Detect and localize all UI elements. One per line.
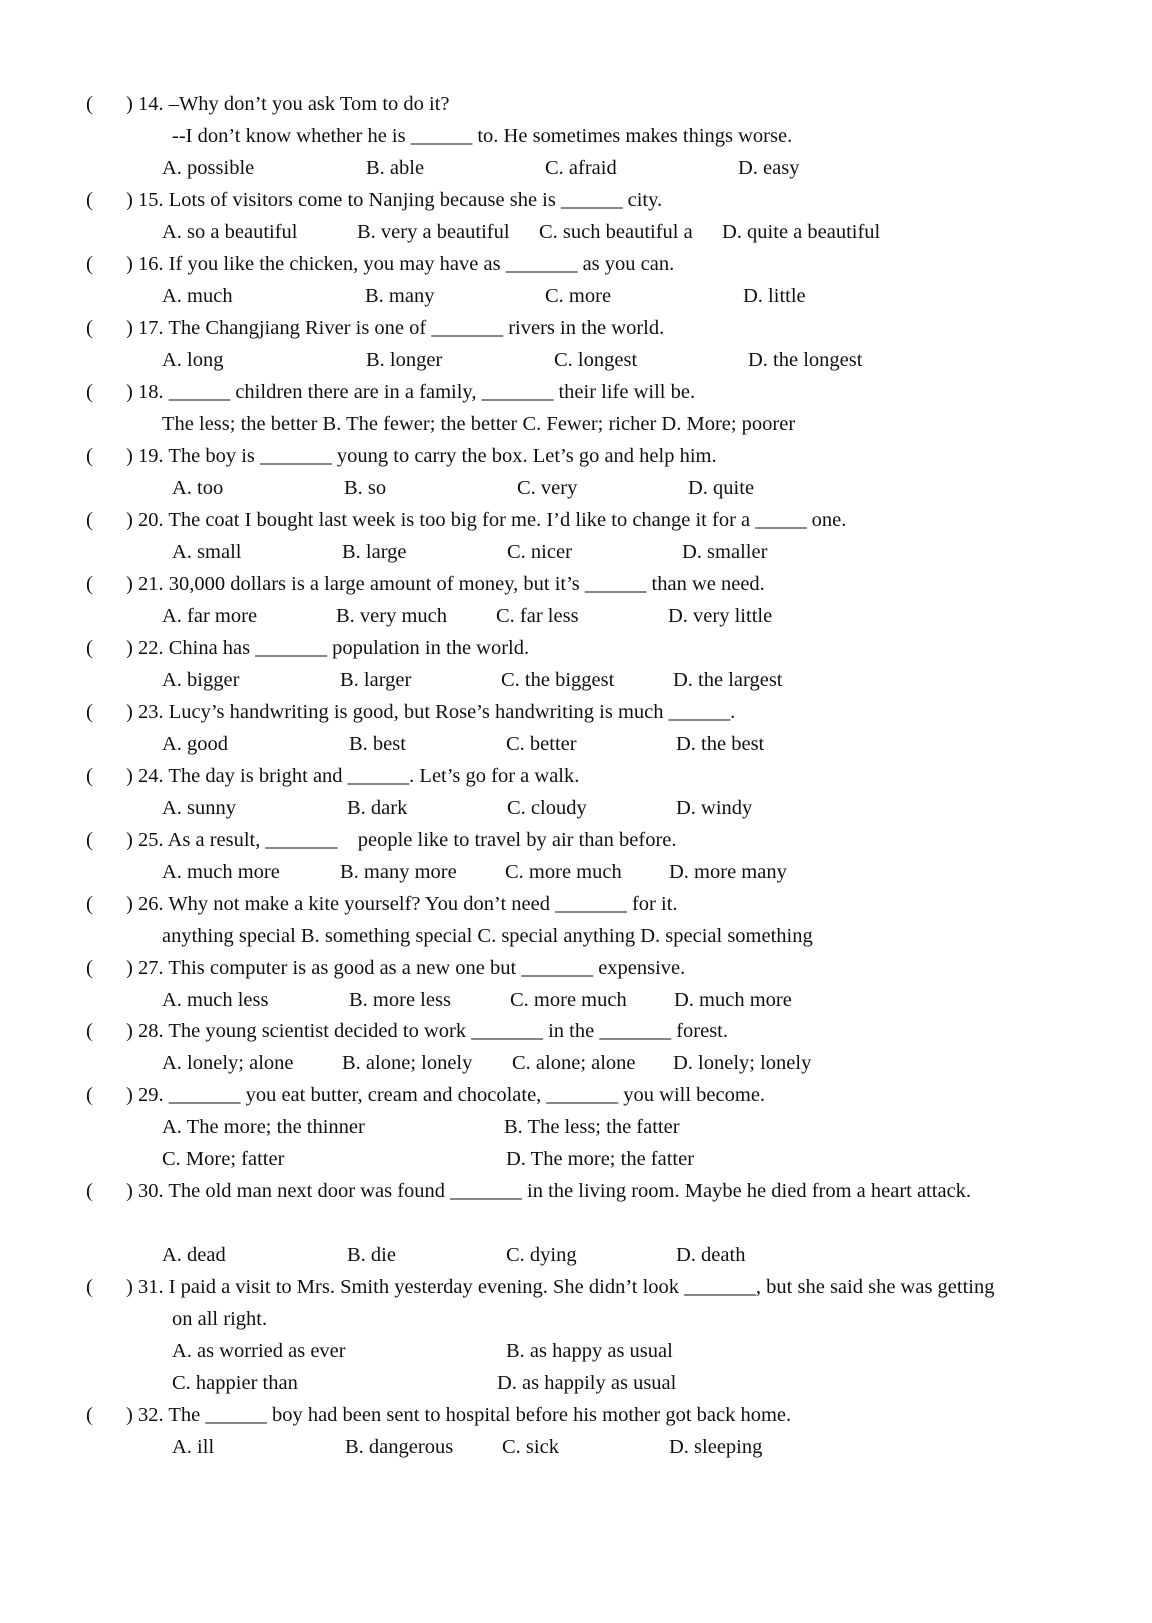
question-stem: ) 22. China has _______ population in the world. xyxy=(126,637,530,659)
option-b: B. large xyxy=(342,541,407,563)
question-32 xyxy=(0,1399,1152,1431)
question-stem: ) 25. As a result, _______ people like to travel by air than before. xyxy=(126,829,677,851)
option-c: C. better xyxy=(506,733,577,755)
question-stem: ) 27. This computer is as good as a new one but _______ expensive. xyxy=(126,957,686,979)
option-d: D. the longest xyxy=(748,349,863,371)
question-23-options xyxy=(0,728,1152,760)
option-d: D. more many xyxy=(669,861,787,883)
answer-bracket: ( xyxy=(86,637,93,659)
option-d: D. windy xyxy=(676,797,753,819)
option-b: B. dark xyxy=(347,797,408,819)
option-c: C. alone; alone xyxy=(512,1052,636,1074)
option-d: D. the best xyxy=(676,733,765,755)
option-line: anything special B. something special C. special anything D. special something xyxy=(162,925,813,947)
option-a: A. long xyxy=(162,349,224,371)
question-stem: ) 14. –Why don’t you ask Tom to do it? xyxy=(126,93,450,115)
answer-bracket: ( xyxy=(86,893,93,915)
question-26-options xyxy=(0,920,1152,952)
question-stem: ) 17. The Changjiang River is one of _______ rivers in the world. xyxy=(126,317,665,339)
option-d: D. The more; the fatter xyxy=(506,1148,695,1170)
question-stem: ) 23. Lucy’s handwriting is good, but Rose’s handwriting is much ______. xyxy=(126,701,736,723)
option-c: C. dying xyxy=(506,1244,577,1266)
option-d: D. sleeping xyxy=(669,1436,763,1458)
question-17-options xyxy=(0,344,1152,376)
option-a: A. so a beautiful xyxy=(162,221,298,243)
answer-bracket: ( xyxy=(86,765,93,787)
option-b: B. longer xyxy=(366,349,443,371)
option-b: B. best xyxy=(349,733,406,755)
question-20 xyxy=(0,504,1152,536)
question-15 xyxy=(0,184,1152,216)
option-c: C. very xyxy=(517,477,578,499)
option-c: C. happier than xyxy=(172,1372,298,1394)
option-b: B. larger xyxy=(340,669,412,691)
option-b: B. very much xyxy=(336,605,448,627)
option-c: C. cloudy xyxy=(507,797,587,819)
question-stem: ) 15. Lots of visitors come to Nanjing because she is ______ city. xyxy=(126,189,663,211)
option-b: B. dangerous xyxy=(345,1436,454,1458)
option-a: A. possible xyxy=(162,157,255,179)
option-c: C. such beautiful a xyxy=(539,221,693,243)
question-stem: ) 20. The coat I bought last week is too big for me. I’d like to change it for a _____ one. xyxy=(126,509,847,531)
option-c: C. longest xyxy=(554,349,638,371)
question-32-options xyxy=(0,1431,1152,1463)
option-b: B. many xyxy=(365,285,435,307)
question-23 xyxy=(0,696,1152,728)
answer-bracket: ( xyxy=(86,93,93,115)
option-b: B. very a beautiful xyxy=(357,221,510,243)
question-stem: ) 29. _______ you eat butter, cream and chocolate, _______ you will become. xyxy=(126,1084,766,1106)
option-a: A. much xyxy=(162,285,233,307)
answer-bracket: ( xyxy=(86,1276,93,1298)
answer-bracket: ( xyxy=(86,509,93,531)
option-c: C. More; fatter xyxy=(162,1148,285,1170)
answer-bracket: ( xyxy=(86,253,93,275)
question-27-options xyxy=(0,984,1152,1016)
option-c: C. more much xyxy=(505,861,622,883)
option-line: The less; the better B. The fewer; the better C. Fewer; richer D. More; poorer xyxy=(162,413,796,435)
option-a: A. bigger xyxy=(162,669,240,691)
option-d: D. much more xyxy=(674,989,792,1011)
question-29-options-row-1 xyxy=(0,1111,1152,1143)
question-22 xyxy=(0,632,1152,664)
question-16 xyxy=(0,248,1152,280)
answer-bracket: ( xyxy=(86,829,93,851)
question-stem-continued: --I don’t know whether he is ______ to. He sometimes makes things worse. xyxy=(172,125,793,147)
option-d: D. little xyxy=(743,285,806,307)
question-30-options xyxy=(0,1239,1152,1271)
option-c: C. far less xyxy=(496,605,579,627)
option-d: D. lonely; lonely xyxy=(673,1052,812,1074)
question-18 xyxy=(0,376,1152,408)
option-a: A. small xyxy=(172,541,242,563)
question-stem: ) 32. The ______ boy had been sent to hospital before his mother got back home. xyxy=(126,1404,792,1426)
question-27 xyxy=(0,952,1152,984)
question-24-options xyxy=(0,792,1152,824)
question-14-continuation xyxy=(0,120,1152,152)
option-b: B. The less; the fatter xyxy=(504,1116,680,1138)
answer-bracket: ( xyxy=(86,1084,93,1106)
option-c: C. nicer xyxy=(507,541,572,563)
option-a: A. lonely; alone xyxy=(162,1052,294,1074)
question-stem: ) 28. The young scientist decided to work _______ in the _______ forest. xyxy=(126,1020,728,1042)
question-28-options xyxy=(0,1047,1152,1079)
option-a: A. The more; the thinner xyxy=(162,1116,365,1138)
option-c: C. the biggest xyxy=(501,669,615,691)
question-31-options-row-2 xyxy=(0,1367,1152,1399)
answer-bracket: ( xyxy=(86,445,93,467)
option-a: A. as worried as ever xyxy=(172,1340,346,1362)
option-b: B. so xyxy=(344,477,387,499)
question-28 xyxy=(0,1015,1152,1047)
question-19 xyxy=(0,440,1152,472)
question-stem: ) 30. The old man next door was found _______ in the living room. Maybe he died from a heart attack. xyxy=(126,1180,972,1202)
option-b: B. as happy as usual xyxy=(506,1340,673,1362)
question-30 xyxy=(0,1175,1152,1207)
option-a: A. good xyxy=(162,733,229,755)
answer-bracket: ( xyxy=(86,189,93,211)
option-d: D. quite a beautiful xyxy=(722,221,881,243)
option-d: D. very little xyxy=(668,605,773,627)
question-20-options xyxy=(0,536,1152,568)
option-b: B. more less xyxy=(349,989,451,1011)
option-a: A. much more xyxy=(162,861,280,883)
question-21-options xyxy=(0,600,1152,632)
question-stem-continued: on all right. xyxy=(172,1308,268,1330)
question-31 xyxy=(0,1271,1152,1303)
option-d: D. death xyxy=(676,1244,746,1266)
answer-bracket: ( xyxy=(86,317,93,339)
option-a: A. sunny xyxy=(162,797,237,819)
option-c: C. sick xyxy=(502,1436,559,1458)
option-a: A. much less xyxy=(162,989,269,1011)
answer-bracket: ( xyxy=(86,1020,93,1042)
question-22-options xyxy=(0,664,1152,696)
option-b: B. able xyxy=(366,157,425,179)
option-a: A. far more xyxy=(162,605,258,627)
answer-bracket: ( xyxy=(86,573,93,595)
option-a: A. ill xyxy=(172,1436,215,1458)
answer-bracket: ( xyxy=(86,957,93,979)
option-a: A. dead xyxy=(162,1244,226,1266)
option-b: B. many more xyxy=(340,861,457,883)
option-d: D. easy xyxy=(738,157,800,179)
question-stem: ) 31. I paid a visit to Mrs. Smith yesterday evening. She didn’t look _______, but she said she was getting xyxy=(126,1276,995,1298)
question-31-continuation xyxy=(0,1303,1152,1335)
question-15-options xyxy=(0,216,1152,248)
question-stem: ) 16. If you like the chicken, you may have as _______ as you can. xyxy=(126,253,675,275)
question-26 xyxy=(0,888,1152,920)
question-16-options xyxy=(0,280,1152,312)
question-stem: ) 18. ______ children there are in a family, _______ their life will be. xyxy=(126,381,696,403)
question-14-options xyxy=(0,152,1152,184)
option-d: D. smaller xyxy=(682,541,768,563)
option-a: A. too xyxy=(172,477,224,499)
option-b: B. die xyxy=(347,1244,396,1266)
option-c: C. afraid xyxy=(545,157,617,179)
question-29-options-row-2 xyxy=(0,1143,1152,1175)
option-b: B. alone; lonely xyxy=(342,1052,473,1074)
question-29 xyxy=(0,1079,1152,1111)
question-17 xyxy=(0,312,1152,344)
question-stem: ) 19. The boy is _______ young to carry the box. Let’s go and help him. xyxy=(126,445,717,467)
answer-bracket: ( xyxy=(86,701,93,723)
option-c: C. more much xyxy=(510,989,627,1011)
option-d: D. the largest xyxy=(673,669,783,691)
question-14 xyxy=(0,88,1152,120)
question-25 xyxy=(0,824,1152,856)
question-stem: ) 21. 30,000 dollars is a large amount of money, but it’s ______ than we need. xyxy=(126,573,765,595)
question-31-options-row-1 xyxy=(0,1335,1152,1367)
question-24 xyxy=(0,760,1152,792)
option-d: D. quite xyxy=(688,477,755,499)
question-18-options xyxy=(0,408,1152,440)
option-d: D. as happily as usual xyxy=(497,1372,677,1394)
option-c: C. more xyxy=(545,285,612,307)
question-25-options xyxy=(0,856,1152,888)
question-21 xyxy=(0,568,1152,600)
question-stem: ) 24. The day is bright and ______. Let’s go for a walk. xyxy=(126,765,580,787)
question-stem: ) 26. Why not make a kite yourself? You don’t need _______ for it. xyxy=(126,893,678,915)
answer-bracket: ( xyxy=(86,1404,93,1426)
answer-bracket: ( xyxy=(86,381,93,403)
question-19-options xyxy=(0,472,1152,504)
answer-bracket: ( xyxy=(86,1180,93,1202)
